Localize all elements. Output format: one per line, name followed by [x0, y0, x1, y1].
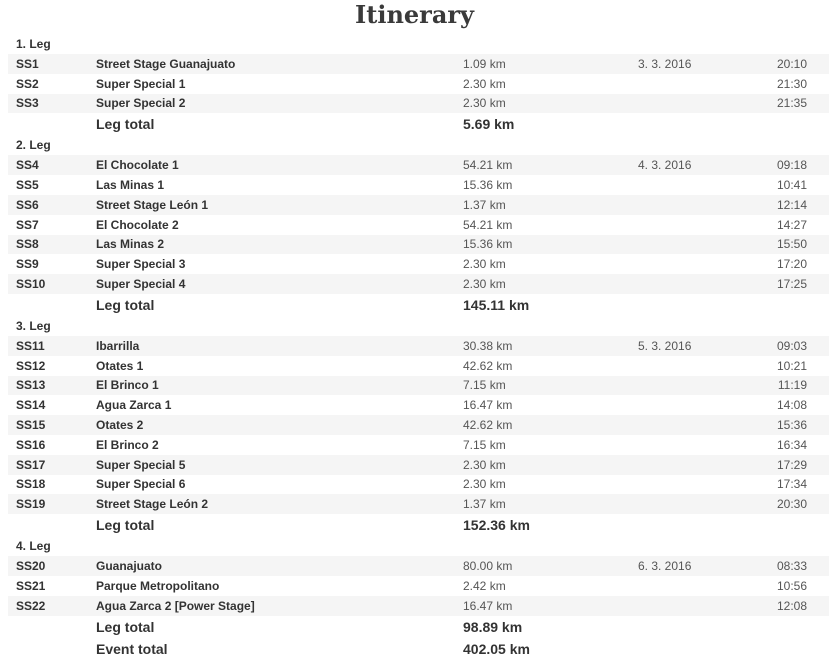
leg-label: 2. Leg — [16, 138, 51, 153]
leg-total-value: 5.69 km — [463, 116, 515, 133]
stage-distance: 2.30 km — [463, 257, 506, 272]
stage-id: SS3 — [8, 94, 88, 114]
stage-date — [630, 576, 760, 596]
stage-date — [630, 195, 760, 215]
stage-time: 14:08 — [777, 398, 808, 413]
stage-id: SS22 — [8, 596, 88, 616]
stage-date — [630, 475, 760, 495]
table-row — [8, 455, 829, 475]
stage-time: 17:25 — [760, 274, 829, 294]
stage-name: El Chocolate 1 — [88, 155, 455, 175]
stage-name: Super Special 6 — [96, 477, 186, 492]
stage-id: SS21 — [16, 578, 46, 593]
stage-date — [630, 274, 760, 294]
stage-name: Super Special 4 — [88, 274, 455, 294]
itinerary-table — [8, 34, 829, 660]
table-row — [8, 556, 829, 576]
stage-time: 09:18 — [760, 155, 829, 175]
stage-distance: 2.30 km — [455, 274, 630, 294]
stage-date: 3. 3. 2016 — [630, 54, 760, 74]
stage-distance: 2.30 km — [455, 94, 630, 114]
leg-total-label: Leg total — [96, 618, 155, 635]
stage-distance: 15.36 km — [455, 235, 630, 255]
leg-total-value: 98.89 km — [463, 618, 523, 635]
stage-distance: 16.47 km — [463, 398, 513, 413]
stage-time: 12:08 — [760, 596, 829, 616]
stage-date — [630, 435, 760, 455]
leg-total-label: Leg total — [96, 296, 155, 313]
stage-time: 16:34 — [777, 437, 808, 452]
table-row — [8, 274, 829, 294]
stage-distance: 54.21 km — [455, 155, 630, 175]
stage-date — [630, 356, 760, 376]
total-spacer — [8, 616, 88, 638]
table-row — [8, 54, 829, 74]
leg-header — [8, 316, 829, 336]
stage-distance: 1.37 km — [455, 195, 630, 215]
stage-id: SS1 — [8, 54, 88, 74]
stage-id: SS19 — [8, 494, 88, 514]
stage-id: SS5 — [16, 178, 39, 193]
page-title: Itinerary — [355, 0, 474, 29]
stage-name: Las Minas 2 — [88, 235, 455, 255]
stage-time: 14:27 — [777, 217, 808, 232]
stage-distance: 2.42 km — [463, 578, 506, 593]
stage-distance: 15.36 km — [463, 178, 513, 193]
event-total-row — [8, 638, 829, 660]
stage-time: 17:29 — [760, 455, 829, 475]
stage-id: SS8 — [8, 235, 88, 255]
stage-name: Super Special 1 — [96, 76, 186, 91]
table-row — [8, 235, 829, 255]
leg-total-value: 152.36 km — [463, 517, 530, 534]
stage-date — [630, 596, 760, 616]
stage-distance: 54.21 km — [463, 217, 513, 232]
stage-date — [630, 235, 760, 255]
stage-time: 08:33 — [760, 556, 829, 576]
stage-time: 10:21 — [777, 358, 808, 373]
stage-name: Super Special 3 — [96, 257, 186, 272]
stage-id: SS10 — [8, 274, 88, 294]
stage-time: 20:10 — [760, 54, 829, 74]
total-spacer — [8, 638, 88, 660]
stage-name: El Brinco 1 — [88, 376, 455, 396]
table-row — [8, 475, 829, 495]
stage-id: SS2 — [16, 76, 39, 91]
stage-name: Otates 2 — [88, 415, 455, 435]
stage-name: Street Stage León 2 — [88, 494, 455, 514]
leg-label: 4. Leg — [16, 539, 51, 554]
stage-name: El Brinco 2 — [96, 437, 159, 452]
total-spacer — [8, 294, 88, 316]
stage-date — [630, 74, 760, 94]
stage-distance: 16.47 km — [455, 596, 630, 616]
stage-date: 5. 3. 2016 — [630, 336, 760, 356]
stage-distance: 42.62 km — [455, 415, 630, 435]
leg-header — [8, 34, 829, 54]
stage-id: SS17 — [8, 455, 88, 475]
stage-id: SS15 — [8, 415, 88, 435]
leg-total-label: Leg total — [96, 517, 155, 534]
leg-total-row — [8, 514, 829, 536]
table-row — [8, 356, 829, 376]
stage-distance: 2.30 km — [463, 477, 506, 492]
table-row — [8, 336, 829, 356]
leg-label: 3. Leg — [16, 318, 51, 333]
stage-name: Agua Zarca 2 [Power Stage] — [88, 596, 455, 616]
stage-name: Parque Metropolitano — [96, 578, 220, 593]
stage-date — [630, 175, 760, 195]
stage-date — [630, 455, 760, 475]
stage-id: SS20 — [8, 556, 88, 576]
stage-id: SS16 — [16, 437, 46, 452]
stage-name: Guanajuato — [88, 556, 455, 576]
stage-time: 21:35 — [760, 94, 829, 114]
stage-distance: 2.30 km — [463, 76, 506, 91]
stage-time: 10:56 — [777, 578, 808, 593]
table-row — [8, 435, 829, 455]
stage-name: Street Stage Guanajuato — [88, 54, 455, 74]
stage-time: 10:41 — [777, 178, 808, 193]
stage-id: SS4 — [8, 155, 88, 175]
stage-time: 17:20 — [777, 257, 808, 272]
table-row — [8, 576, 829, 596]
table-row — [8, 155, 829, 175]
leg-header — [8, 135, 829, 155]
stage-distance: 7.15 km — [463, 437, 506, 452]
stage-name: Agua Zarca 1 — [96, 398, 172, 413]
stage-time: 11:19 — [760, 376, 829, 396]
leg-total-row — [8, 616, 829, 638]
stage-time: 20:30 — [760, 494, 829, 514]
table-row — [8, 395, 829, 415]
stage-name: Super Special 2 — [88, 94, 455, 114]
leg-header — [8, 536, 829, 556]
table-row — [8, 494, 829, 514]
stage-id: SS18 — [16, 477, 46, 492]
stage-id: SS11 — [8, 336, 88, 356]
stage-time: 21:30 — [777, 76, 808, 91]
stage-time: 12:14 — [760, 195, 829, 215]
stage-distance: 2.30 km — [455, 455, 630, 475]
stage-distance: 30.38 km — [455, 336, 630, 356]
table-row — [8, 376, 829, 396]
event-total-label: Event total — [96, 640, 168, 657]
stage-date: 6. 3. 2016 — [630, 556, 760, 576]
leg-label: 1. Leg — [16, 37, 51, 51]
stage-date — [630, 254, 760, 274]
stage-name: Ibarrilla — [88, 336, 455, 356]
total-spacer — [8, 514, 88, 536]
leg-total-row — [8, 113, 829, 135]
stage-name: Otates 1 — [96, 358, 144, 373]
stage-id: SS9 — [16, 257, 39, 272]
stage-name: Super Special 5 — [88, 455, 455, 475]
event-total-value: 402.05 km — [463, 640, 530, 657]
table-row — [8, 596, 829, 616]
table-row — [8, 74, 829, 94]
stage-date — [630, 415, 760, 435]
leg-total-value: 145.11 km — [463, 296, 530, 313]
table-row — [8, 175, 829, 195]
stage-distance: 7.15 km — [455, 376, 630, 396]
stage-id: SS12 — [16, 358, 46, 373]
table-row — [8, 254, 829, 274]
stage-id: SS14 — [16, 398, 46, 413]
stage-time: 15:50 — [760, 235, 829, 255]
stage-distance: 42.62 km — [463, 358, 513, 373]
table-row — [8, 415, 829, 435]
stage-date — [630, 494, 760, 514]
stage-date — [630, 376, 760, 396]
stage-date — [630, 94, 760, 114]
stage-distance: 80.00 km — [455, 556, 630, 576]
leg-total-row — [8, 294, 829, 316]
stage-date — [630, 395, 760, 415]
table-row — [8, 195, 829, 215]
stage-name: Las Minas 1 — [96, 178, 165, 193]
stage-name: El Chocolate 2 — [96, 217, 179, 232]
stage-date: 4. 3. 2016 — [630, 155, 760, 175]
stage-distance: 1.37 km — [455, 494, 630, 514]
total-spacer — [8, 113, 88, 135]
stage-time: 09:03 — [760, 336, 829, 356]
stage-id: SS13 — [8, 376, 88, 396]
stage-name: Street Stage León 1 — [88, 195, 455, 215]
leg-total-label: Leg total — [96, 116, 155, 133]
table-row — [8, 215, 829, 235]
stage-id: SS7 — [16, 217, 39, 232]
table-row — [8, 94, 829, 114]
stage-date — [630, 215, 760, 235]
stage-time: 17:34 — [777, 477, 808, 492]
stage-id: SS6 — [8, 195, 88, 215]
stage-time: 15:36 — [760, 415, 829, 435]
stage-distance: 1.09 km — [455, 54, 630, 74]
